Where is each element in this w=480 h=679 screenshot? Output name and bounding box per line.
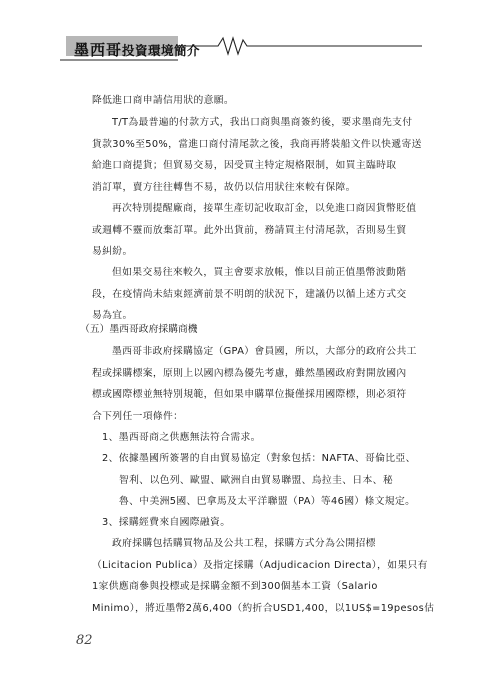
text-line: 貨款30%至50%，當進口商付清尾款之後，我商再將裝船文件以快遞寄送 xyxy=(92,138,422,150)
text-line: 消訂單，賣方往往轉售不易，故仍以信用狀往來較有保障。 xyxy=(92,181,356,193)
text-line: 降低進口商申請信用狀的意願。 xyxy=(92,95,235,106)
text-line: 再次特別提醒廠商，接單生產切記收取訂金，以免進口商因貨幣貶值 xyxy=(112,203,417,214)
text-line: 智利、以色列、歐盟、歐洲自由貿易聯盟、烏拉圭、日本、秘 xyxy=(119,474,393,486)
text-line: 政府採購包括購買物品及公共工程，採購方式分為公開招標 xyxy=(112,538,376,549)
text-line: 1家供應商參與投標或是採購金額不到300個基本工資（Salario xyxy=(92,581,378,592)
paragraph-procurement-methods xyxy=(92,533,435,619)
text-line: 2、依據墨國所簽署的自由貿易協定（對象包括：NAFTA、哥倫比亞、 xyxy=(102,453,416,464)
paragraph-deposit-reminder xyxy=(92,198,422,263)
text-line: 但如果交易往來較久，買主會要求放帳，惟以目前正值墨幣波動階 xyxy=(112,267,407,278)
text-line: 魯、中美洲5國、巴拿馬及太平洋聯盟（PA）等46國）條文規定。 xyxy=(119,496,416,507)
list-item-3 xyxy=(102,512,424,534)
header-title xyxy=(74,39,200,60)
paragraph-tt-payment xyxy=(92,112,422,198)
text-line: 或週轉不靈而放棄訂單。此外出貨前，務請買主付清尾款，否則易生貿 xyxy=(92,224,407,236)
text-line: 易為宜。 xyxy=(92,310,133,321)
paragraph-open-account xyxy=(92,262,422,327)
header-title-main: 墨西哥 xyxy=(74,41,123,59)
text-line: （Licitacion Publica）及指定採購（Adjudicacion Directa），如果只有 xyxy=(92,559,428,571)
text-line: 給進口商提貨；但貿易交易，因受買主特定規格限制，如買主臨時取 xyxy=(92,160,397,171)
text-line: 合下列任一項條件： xyxy=(92,410,184,422)
header-title-sub: 投資環境簡介 xyxy=(122,43,201,58)
text-line: T/T為最普遍的付款方式，我出口商與墨商簽約後，要求墨商先支付 xyxy=(112,117,413,128)
page-number: 82 xyxy=(76,633,93,648)
text-line: 1、墨西哥商之供應無法符合需求。 xyxy=(102,432,261,443)
paragraph-continuation xyxy=(92,90,422,112)
text-line: 標或國際標並無特別規範，但如果申購單位擬僅採用國際標，則必須符 xyxy=(92,389,407,400)
list-item-1 xyxy=(102,427,424,449)
list-item-2 xyxy=(102,448,424,513)
text-line: 墨西哥非政府採購協定（GPA）會員國，所以，大部分的政府公共工 xyxy=(112,346,417,357)
text-line: 易糾紛。 xyxy=(92,246,133,257)
text-line: 程或採購標案，原則上以國內標為優先考慮，雖然墨國政府對開放國內 xyxy=(92,367,407,379)
text-line: Minimo），將近墨幣2萬6,400（約折合USD1,400，以1US$=19pesos估 xyxy=(92,602,435,614)
text-line: 段，在疫情尚未結束經濟前景不明朗的狀況下，建議仍以循上述方式交 xyxy=(92,288,407,300)
paragraph-gpa xyxy=(92,341,422,427)
running-header xyxy=(60,34,430,66)
section-heading: （五）墨西哥政府採購商機 xyxy=(80,324,198,335)
text-line: 3、採購經費來自國際融資。 xyxy=(102,517,231,528)
